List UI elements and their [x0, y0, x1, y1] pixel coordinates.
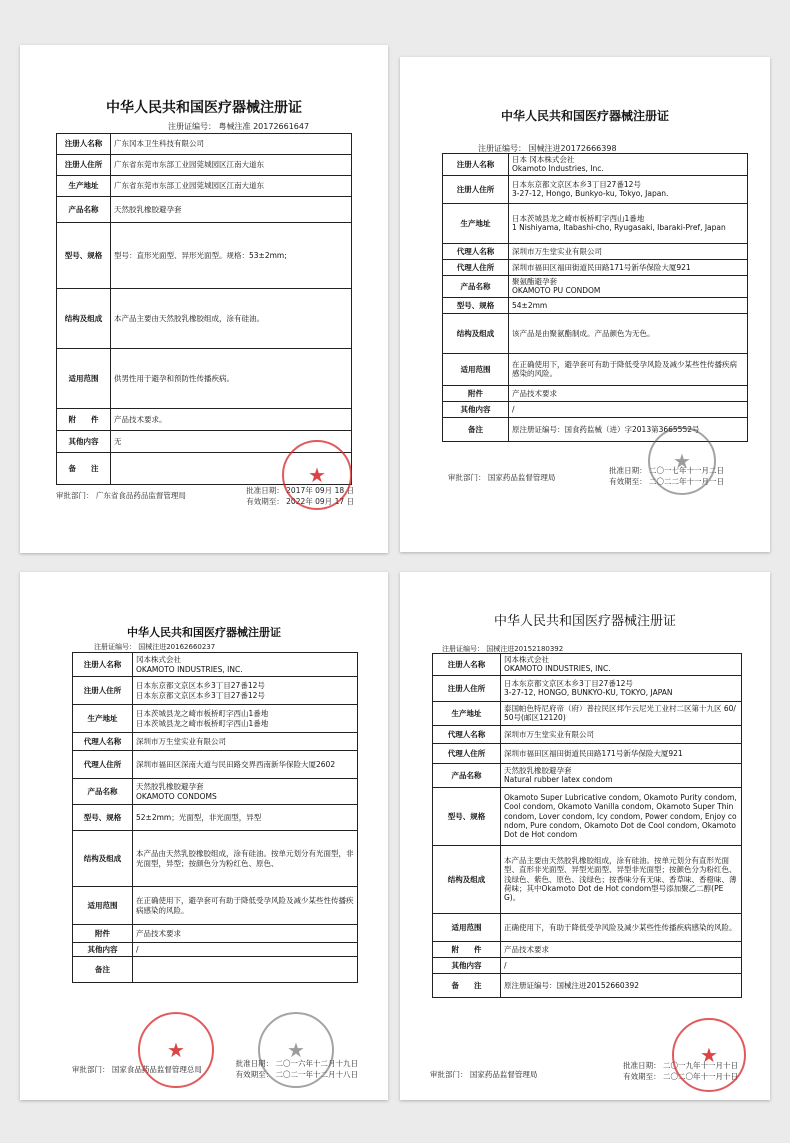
field-value: 产品技术要求 — [509, 385, 748, 401]
field-label: 适用范围 — [443, 353, 509, 385]
field-value: 天然胶乳橡胶避孕套 OKAMOTO CONDOMS — [133, 779, 358, 805]
certificate-title: 中华人民共和国医疗器械注册证 — [500, 109, 669, 123]
field-value: 原注册证编号：国械注进20152660392 — [501, 973, 742, 997]
field-value: 日本 冈本株式会社 Okamoto Industries, Inc. — [509, 154, 748, 176]
field-label: 备注 — [443, 417, 509, 441]
field-value: 本产品由天然乳胶橡胶组成，涂有硅油。按单元划分有光面型，非光面型，异型；按颜色分为粉红色、原色、 — [133, 831, 358, 887]
certificate-title: 中华人民共和国医疗器械注册证 — [127, 626, 281, 639]
field-value: 52±2mm；光面型，非光面型，异型 — [133, 805, 358, 831]
field-label: 生产地址 — [57, 176, 111, 197]
registration-number: 注册证编号： 国械注进20162660237 — [94, 643, 216, 651]
table-row — [73, 925, 358, 943]
table-row — [433, 957, 742, 973]
field-label: 其他内容 — [443, 401, 509, 417]
star-seal-icon: ★ — [287, 1038, 305, 1062]
approval-date: 批准日期： 二〇一七年十一月二日 — [609, 466, 724, 475]
field-label: 结构及组成 — [433, 845, 501, 913]
table-row — [433, 675, 742, 701]
field-value: 日本茨城县龙之崎市板桥町字西山1番地 1 Nishiyama, Itabashi-cho, Ryugasaki, Ibaraki-Pref, Japan — [509, 203, 748, 243]
field-value — [133, 957, 358, 983]
table-row — [73, 943, 358, 957]
approval-department: 审批部门： 国家食品药品监督管理总局 — [72, 1065, 202, 1074]
field-label: 生产地址 — [73, 705, 133, 733]
approval-date: 批准日期： 二〇一九年十一月十日 — [623, 1061, 738, 1070]
field-label: 代理人住所 — [443, 259, 509, 275]
table-row — [433, 845, 742, 913]
table-row — [73, 779, 358, 805]
field-value: 无 — [111, 431, 352, 453]
red-official-seal — [672, 1018, 746, 1092]
approval-date: 批准日期： 2017年 09月 18 日 — [246, 486, 354, 495]
table-row — [57, 176, 352, 197]
table-row — [443, 259, 748, 275]
field-label: 产品名称 — [57, 197, 111, 223]
field-value: 供男性用于避孕和预防性传播疾病。 — [111, 349, 352, 409]
field-label: 备 注 — [57, 453, 111, 485]
table-row — [433, 654, 742, 676]
table-row — [443, 297, 748, 313]
field-label: 型号、规格 — [433, 787, 501, 845]
field-label: 注册人名称 — [433, 654, 501, 676]
field-label: 型号、规格 — [57, 223, 111, 289]
field-label: 注册人名称 — [57, 134, 111, 155]
table-row — [57, 223, 352, 289]
table-row — [57, 155, 352, 176]
field-value: 产品技术要求 — [501, 941, 742, 957]
table-row — [443, 353, 748, 385]
table-row — [57, 409, 352, 431]
field-value: 泰国帕色特尼府帝（府）普拉民区邦乍云尼光工业村二区第十九区 60/50号(邮区12120) — [501, 701, 742, 725]
field-value: 日本东京都文京区本乡3丁目27番12号 3-27-12, Hongo, Bunkyo-ku, Tokyo, Japan. — [509, 175, 748, 203]
field-label: 结构及组成 — [443, 313, 509, 353]
field-value: 深圳市福田区福田街道民田路171号新华保险大厦921 — [501, 743, 742, 763]
certificate-card-3 — [20, 572, 388, 1100]
field-label: 注册人住所 — [433, 675, 501, 701]
field-label: 附 件 — [433, 941, 501, 957]
expiry-date: 有效期至： 2022年 09月 17 日 — [246, 497, 354, 507]
field-value: 广东冈本卫生科技有限公司 — [111, 134, 352, 155]
field-value: Okamoto Super Lubricative condom, Okamoto Purity condom, Cool condom, Okamoto Vanilla condom, Okamoto Super Thin condom, Lover condom, Icy condom, Power condom, Enjoy condom, Pure condom, Okamoto Dot de Cool condom, Okamoto Dot de Hot condom — [501, 787, 742, 845]
certificate-table — [432, 653, 742, 998]
field-value: 本产品主要由天然胶乳橡胶组成，涂有硅油。按单元划分有直形光面型、直形非光面型、异型光面型、异型非光面型；按颜色分为粉红色、浅绿色、紫色、原色、浅绿色；按香味分有无味、香草味、香橙味、薄荷味；其中Okamoto Dot de Hot condom型号添加聚乙二醇(PEG)。 — [501, 845, 742, 913]
field-label: 代理人名称 — [443, 243, 509, 259]
approval-department: 审批部门： 国家药品监督管理局 — [448, 473, 556, 482]
red-official-seal — [282, 440, 352, 510]
certificate-table — [56, 133, 352, 485]
star-seal-icon: ★ — [167, 1038, 185, 1062]
table-row — [443, 275, 748, 297]
expiry-date: 有效期至： 二〇二二年十一月一日 — [609, 477, 724, 487]
field-label: 代理人住所 — [433, 743, 501, 763]
field-label: 注册人住所 — [73, 677, 133, 705]
table-row — [433, 725, 742, 743]
field-value: 正确使用下，有助于降低受孕风险及减少某些性传播疾病感染的风险。 — [501, 913, 742, 941]
field-value: 日本茨城县龙之崎市板桥町字西山1番地 日本茨城县龙之崎市板桥町字西山1番地 — [133, 705, 358, 733]
field-label: 备 注 — [433, 973, 501, 997]
field-label: 代理人名称 — [73, 733, 133, 751]
field-label: 附 件 — [57, 409, 111, 431]
field-value: / — [509, 401, 748, 417]
certificate-title: 中华人民共和国医疗器械注册证 — [493, 614, 676, 629]
star-seal-icon: ★ — [308, 463, 326, 487]
field-value: 深圳市福田区福田街道民田路171号新华保险大厦921 — [509, 259, 748, 275]
field-label: 产品名称 — [443, 275, 509, 297]
field-value: / — [501, 957, 742, 973]
field-value: 深圳市福田区深南大道与民田路交界西南新华保险大厦2602 — [133, 751, 358, 779]
table-row — [433, 701, 742, 725]
field-value: / — [133, 943, 358, 957]
field-value: 产品技术要求 — [133, 925, 358, 943]
field-value: 该产品是由聚氨酯制成。产品颜色为无色。 — [509, 313, 748, 353]
approval-department: 审批部门： 国家药品监督管理局 — [430, 1070, 538, 1079]
field-label: 注册人住所 — [57, 155, 111, 176]
table-row — [57, 134, 352, 155]
field-value: 在正确使用下，避孕套可有助于降低受孕风险及减少某些性传播疾病感染的风险。 — [133, 887, 358, 925]
certificate-card-4 — [400, 572, 770, 1100]
field-label: 产品名称 — [73, 779, 133, 805]
field-label: 适用范围 — [57, 349, 111, 409]
table-row — [73, 887, 358, 925]
table-row — [73, 805, 358, 831]
field-value: 日本东京都文京区本乡3丁目27番12号 3-27-12, HONGO, BUNKYO-KU, TOKYO, JAPAN — [501, 675, 742, 701]
field-value: 广东省东莞市东部工业园莞城园区江南大道东 — [111, 155, 352, 176]
table-row — [73, 957, 358, 983]
field-value: 原注册证编号：国食药监械（进）字2013第3665552号 — [509, 417, 748, 441]
field-value: 深圳市万生堂实业有限公司 — [509, 243, 748, 259]
table-row — [73, 705, 358, 733]
field-value: 广东省东莞市东部工业园莞城园区江南大道东 — [111, 176, 352, 197]
table-row — [433, 787, 742, 845]
field-value: 在正确使用下，避孕套可有助于降低受孕风险及减少某些性传播疾病感染的风险。 — [509, 353, 748, 385]
star-seal-icon: ★ — [673, 449, 691, 473]
certificate-title: 中华人民共和国医疗器械注册证 — [106, 100, 302, 116]
certificate-card-2 — [400, 57, 770, 552]
table-row — [433, 913, 742, 941]
gray-official-seal — [648, 427, 716, 495]
field-value: 54±2mm — [509, 297, 748, 313]
gray-official-seal — [258, 1012, 334, 1088]
table-row — [433, 941, 742, 957]
table-row — [443, 385, 748, 401]
field-value: 天然胶乳橡胶避孕套 Natural rubber latex condom — [501, 763, 742, 787]
table-row — [73, 653, 358, 677]
table-row — [57, 349, 352, 409]
field-label: 生产地址 — [433, 701, 501, 725]
table-row — [433, 763, 742, 787]
field-label: 型号、规格 — [443, 297, 509, 313]
table-row — [433, 973, 742, 997]
field-label: 注册人名称 — [73, 653, 133, 677]
table-row — [443, 243, 748, 259]
field-label: 生产地址 — [443, 203, 509, 243]
field-label: 备注 — [73, 957, 133, 983]
registration-number: 注册证编号： 国械注进20172666398 — [478, 144, 617, 153]
field-label: 产品名称 — [433, 763, 501, 787]
table-row — [443, 154, 748, 176]
red-official-seal — [138, 1012, 214, 1088]
field-label: 代理人名称 — [433, 725, 501, 743]
field-label: 注册人名称 — [443, 154, 509, 176]
field-label: 代理人住所 — [73, 751, 133, 779]
field-label: 其他内容 — [433, 957, 501, 973]
field-value: 冈本株式会社 OKAMOTO INDUSTRIES, INC. — [501, 654, 742, 676]
field-label: 附件 — [443, 385, 509, 401]
table-row — [443, 401, 748, 417]
certificate-table — [442, 153, 748, 442]
field-value: 型号：直形光面型、异形光面型。规格：53±2mm; — [111, 223, 352, 289]
table-row — [443, 313, 748, 353]
certificate-table — [72, 652, 358, 983]
table-row — [73, 677, 358, 705]
table-row — [73, 733, 358, 751]
table-row — [443, 203, 748, 243]
star-seal-icon: ★ — [700, 1043, 718, 1067]
field-value: 产品技术要求。 — [111, 409, 352, 431]
field-label: 注册人住所 — [443, 175, 509, 203]
table-row — [443, 175, 748, 203]
table-row — [73, 831, 358, 887]
field-value: 深圳市万生堂实业有限公司 — [501, 725, 742, 743]
approval-department: 审批部门： 广东省食品药品监督管理局 — [56, 491, 186, 500]
field-value: 本产品主要由天然胶乳橡胶组成，涂有硅油。 — [111, 289, 352, 349]
table-row — [57, 197, 352, 223]
field-label: 附件 — [73, 925, 133, 943]
field-label: 其他内容 — [73, 943, 133, 957]
field-value: 日本东京都文京区本乡3丁目27番12号 日本东京都文京区本乡3丁目27番12号 — [133, 677, 358, 705]
expiry-date: 有效期至： 二〇二一年十二月十八日 — [235, 1070, 358, 1080]
field-label: 适用范围 — [73, 887, 133, 925]
field-label: 适用范围 — [433, 913, 501, 941]
expiry-date: 有效期至： 二〇二〇年十一月十日 — [623, 1072, 738, 1082]
field-value: 聚氨酯避孕套 OKAMOTO PU CONDOM — [509, 275, 748, 297]
field-label: 型号、规格 — [73, 805, 133, 831]
field-value: 深圳市万生堂实业有限公司 — [133, 733, 358, 751]
approval-date: 批准日期： 二〇一六年十二月十九日 — [235, 1059, 358, 1068]
registration-number: 注册证编号： 粤械注准 20172661647 — [168, 122, 310, 131]
field-label: 结构及组成 — [57, 289, 111, 349]
certificate-card-1 — [20, 45, 388, 553]
field-value: 冈本株式会社 OKAMOTO INDUSTRIES, INC. — [133, 653, 358, 677]
field-label: 结构及组成 — [73, 831, 133, 887]
table-row — [73, 751, 358, 779]
table-row — [433, 743, 742, 763]
table-row — [57, 289, 352, 349]
field-label: 其他内容 — [57, 431, 111, 453]
registration-number: 注册证编号： 国械注进20152180392 — [442, 645, 564, 653]
field-value: 天然胶乳橡胶避孕套 — [111, 197, 352, 223]
